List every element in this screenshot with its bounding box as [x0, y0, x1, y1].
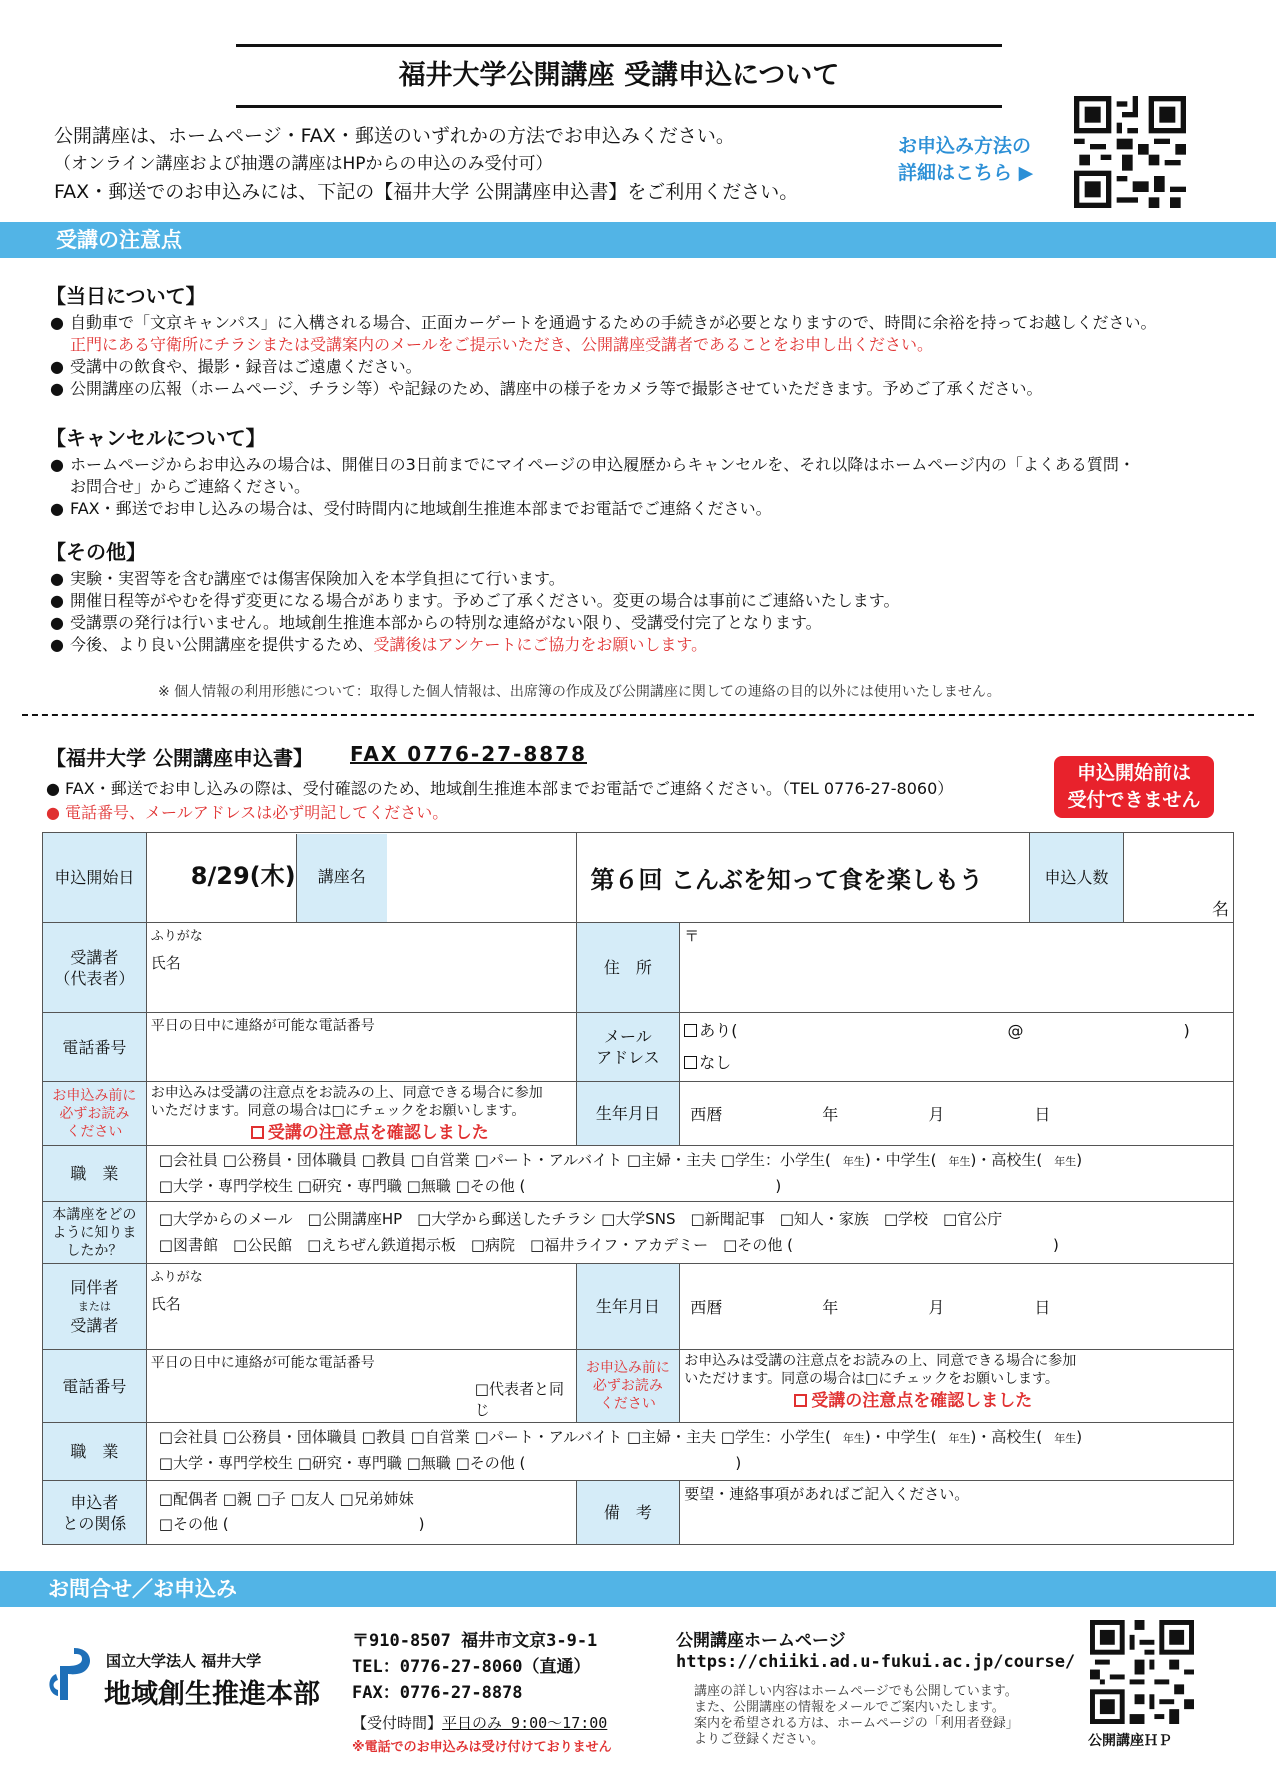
job-label: 職 業	[43, 1423, 147, 1481]
warn-line: 受付できません	[1067, 789, 1201, 811]
job-label: 職 業	[43, 1146, 147, 1202]
form-note-text: 電話番号、メールアドレスは必ず明記してください。	[65, 803, 449, 822]
cut-line	[22, 714, 1254, 716]
birth-label: 生年月日	[576, 1082, 680, 1146]
day-bullets: ● 自動車で「文京キャンパス」に入構される場合、正面カーゲートを通過するための手続きが必要となりますので、時間に余裕を持ってお越しください。 正門にある守衛所にチラシまたは受講案内のメールをご提示いただき、公開講座受講者であることをお申し出ください。 ● 受講中の飲食や、撮影・録音はご遠慮ください。 ● 公開講座の広報（ホームページ、チラシ等）や記録のため、講座中の様子をカメラ等で撮影させていただきます。予めご了承ください。	[50, 313, 1157, 398]
remark-label: 備 考	[576, 1481, 680, 1545]
month-label: 月	[928, 1105, 945, 1124]
label-line: お申込み前に	[585, 1360, 670, 1376]
year-label: 年	[822, 1298, 839, 1317]
job-options: □大学・専門学校生 □研究・専門職 □無職 □その他 (	[158, 1454, 526, 1472]
hp-desc-line: また、公開講座の情報をメールでご案内いたします。	[694, 1700, 1005, 1715]
start-value: 8/29(木)	[147, 834, 297, 922]
hp-title: 公開講座ホームページ	[676, 1631, 846, 1651]
label-line: 必ずお読み	[59, 1105, 130, 1122]
no-phone-note: ※電話でのお申込みは受け付けておりません	[352, 1740, 612, 1755]
phone-hint: 平日の日中に連絡が可能な電話番号	[150, 1018, 375, 1034]
companion-job-field[interactable]: □会社員 □公務員・団体職員 □教員 □自営業 □パート・アルバイト □主婦・主夫 □学生：小学生( 年生)・中学生( 年生)・高校生( 年生) □大学・専門学校生 □研究・専門職 □無職 □その他 ( )	[146, 1423, 1233, 1481]
label-line: メール	[604, 1027, 652, 1046]
day-heading: 【当日について】	[46, 284, 206, 308]
org-dept: 地域創生推進本部	[104, 1679, 320, 1710]
address-field[interactable]	[680, 923, 1234, 1013]
address-label: 住 所	[576, 923, 680, 1013]
label-line: 同伴者	[70, 1278, 119, 1297]
label-line: 本講座をどの	[52, 1206, 137, 1223]
count-unit: 名	[1212, 900, 1229, 920]
label-line: 申込者	[70, 1492, 119, 1512]
other-bullets: ● 実験・実習等を含む講座では傷害保険加入を本学負担にて行います。 ● 開催日程等がやむを得ず変更になる場合があります。予めご了承ください。変更の場合は事前にご連絡いたします。 ● 受講票の発行は行いません。地域創生推進本部からの特別な連絡がない限り、受講受付完了となります。 ● 今後、より良い公開講座を提供するため、受講後はアンケートにご協力をお願いします。	[50, 569, 900, 654]
contact-fax: FAX：0776-27-8878	[352, 1683, 523, 1703]
hours-label: 【受付時間】	[352, 1714, 443, 1732]
howto-line: 詳細はこちら ▶	[898, 162, 1034, 184]
cancel-bullets: ● ホームページからお申込みの場合は、開催日の3日前までにマイページの申込履歴からキャンセルを、それ以降はホームページ内の「よくある質問・ お問合せ」からご連絡ください。 ● FAX・郵送でお申し込みの場合は、受付時間内に地域創生推進本部までお電話でご連絡ください。	[50, 455, 1135, 518]
mail-no-checkbox[interactable]	[684, 1056, 697, 1069]
mail-field[interactable]	[680, 1013, 1234, 1082]
how-field[interactable]: □大学からのメール □公開講座HP □大学から郵送したチラシ □大学SNS □新聞記事 □知人・家族 □学校 □官公庁 □図書館 □公民館 □えちぜん鉄道掲示板 □病院 □福井ライフ・アカデミー □その他 ( )	[146, 1202, 1233, 1264]
phone-label: 電話番号	[43, 1013, 147, 1082]
grade-label: 年生	[842, 1155, 865, 1168]
label-line: （代表者）	[54, 968, 135, 988]
furigana-label: ふりがな	[150, 929, 203, 944]
application-form	[42, 832, 1234, 1545]
day-label: 日	[1034, 1105, 1051, 1124]
intro-line: （オンライン講座および抽選の講座はHPからの申込のみ受付可）	[54, 154, 553, 174]
org-name: 国立大学法人 福井大学	[106, 1652, 262, 1670]
bullet-red-text: 受講後はアンケートにご協力をお願いします。	[373, 635, 708, 654]
label-line: 受講者	[70, 947, 119, 967]
read-box	[146, 1082, 576, 1146]
job-options: □大学・専門学校生 □研究・専門職 □無職 □その他 (	[158, 1177, 526, 1195]
course-value: 第６回 こんぶを知って食を楽しもう	[576, 833, 1030, 923]
course-label: 講座名	[297, 834, 387, 922]
label-line: ください	[66, 1123, 123, 1140]
confirm-label: 受講の注意点を確認しました	[811, 1391, 1033, 1411]
university-logo-icon	[46, 1644, 96, 1704]
qr-code-icon	[1074, 96, 1186, 208]
intro-line: FAX・郵送でのお申込みには、下記の【福井大学 公開講座申込書】をご利用ください。	[54, 181, 799, 203]
hours	[352, 1712, 607, 1733]
form-fax: FAX 0776-27-8878	[350, 742, 587, 766]
relation-label	[43, 1481, 147, 1545]
footer-bar: お問合せ／お申込み	[0, 1571, 1276, 1607]
year-label: 年	[822, 1105, 839, 1124]
hp-desc-line: よりご登録ください。	[694, 1732, 825, 1747]
label-line: アドレス	[596, 1048, 660, 1067]
grade-label: 年生	[948, 1432, 971, 1445]
howto-link[interactable]	[898, 133, 1033, 187]
grade-label: 年生	[1054, 1432, 1077, 1445]
label-line: ください	[599, 1396, 656, 1412]
qr-code-icon	[1090, 1620, 1194, 1724]
hours-value: 平日のみ 9:00～17:00	[442, 1714, 608, 1732]
count-field[interactable]	[1124, 833, 1234, 923]
label-line: との関係	[62, 1513, 127, 1533]
page-title: 福井大学公開講座 受講申込について	[236, 44, 1002, 108]
job-field[interactable]: □会社員 □公務員・団体職員 □教員 □自営業 □パート・アルバイト □主婦・主夫 □学生：小学生( 年生)・中学生( 年生)・高校生( 年生) □大学・専門学校生 □研究・専門職 □無職 □その他 ( )	[146, 1146, 1233, 1202]
bullet-text: 受講中の飲食や、撮影・録音はご遠慮ください。	[70, 357, 422, 376]
how-options: □大学からのメール □公開講座HP □大学から郵送したチラシ □大学SNS □新聞記事 □知人・家族 □学校 □官公庁	[158, 1210, 1003, 1228]
mail-yes-label: あり(	[699, 1021, 738, 1040]
mail-close: )	[1183, 1021, 1190, 1040]
label-line: 必ずお読み	[592, 1378, 663, 1394]
mail-yes-checkbox[interactable]	[684, 1024, 697, 1037]
notes-header: 受講の注意点	[0, 222, 1276, 258]
same-rep-checkbox[interactable]: □代表者と同じ	[474, 1380, 564, 1419]
count-label: 申込人数	[1030, 833, 1124, 923]
companion-phone-field[interactable]	[146, 1350, 576, 1423]
read-box	[680, 1350, 1234, 1423]
name-label: 氏名	[150, 1295, 181, 1313]
zip-mark: 〒	[684, 927, 700, 945]
read-text: お申込みは受講の注意点をお読みの上、同意できる場合に参加	[684, 1353, 1077, 1369]
form-note-red: ● 電話番号、メールアドレスは必ず明記してください。	[46, 803, 449, 822]
job-options: )・高校生(	[970, 1151, 1043, 1169]
hp-url[interactable]: https://chiiki.ad.u-fukui.ac.jp/course/	[676, 1652, 1076, 1672]
hp-desc-line: 案内を希望される方は、ホームページの「利用者登録」	[694, 1716, 1019, 1731]
applicant-name-field[interactable]	[146, 923, 576, 1013]
furigana-label: ふりがな	[150, 1270, 203, 1285]
job-options: □会社員 □公務員・団体職員 □教員 □自営業 □パート・アルバイト □主婦・主夫 □学生：小学生(	[158, 1151, 831, 1169]
other-heading: 【その他】	[46, 540, 146, 564]
mail-at: @	[1007, 1021, 1024, 1040]
mail-no-label: なし	[699, 1053, 732, 1072]
job-options: )・中学生(	[864, 1151, 937, 1169]
era-label: 西暦	[690, 1298, 723, 1317]
warn-line: 申込開始前は	[1076, 762, 1191, 784]
confirm-checkbox[interactable]	[251, 1126, 264, 1139]
companion-name-field[interactable]	[146, 1264, 576, 1350]
phone-hint: 平日の日中に連絡が可能な電話番号	[150, 1355, 375, 1371]
contact-info	[352, 1628, 597, 1706]
companion-label	[43, 1264, 147, 1350]
form-note-text: FAX・郵送でお申し込みの際は、受付確認のため、地域創生推進本部までお電話でご連絡ください。（TEL 0776-27-8060）	[65, 779, 954, 798]
how-label	[43, 1202, 147, 1264]
qr-label: 公開講座ＨＰ	[1088, 1733, 1172, 1749]
warn-badge	[1054, 756, 1214, 818]
label-line: お申込み前に	[52, 1087, 137, 1104]
bullet-text: ホームページからお申込みの場合は、開催日の3日前までにマイページの申込履歴からキャンセルを、それ以降はホームページ内の「よくある質問・	[70, 455, 1135, 474]
bullet-text: 今後、より良い公開講座を提供するため、	[70, 635, 374, 654]
read-text: いただけます。同意の場合は□にチェックをお願いします。	[684, 1371, 1059, 1387]
relation-options: □その他 (	[158, 1515, 229, 1533]
read-confirm[interactable]	[794, 1392, 1229, 1410]
form-note: ● FAX・郵送でお申し込みの際は、受付確認のため、地域創生推進本部までお電話でご連絡ください。（TEL 0776-27-8060）	[46, 779, 954, 798]
remark-hint: 要望・連絡事項があればご記入ください。	[684, 1485, 970, 1503]
label-line: したか？	[66, 1242, 123, 1259]
start-label: 申込開始日	[43, 833, 147, 923]
contact-address: 〒910-8507 福井市文京3-9-1	[352, 1631, 598, 1651]
how-options: □図書館 □公民館 □えちぜん鉄道掲示板 □病院 □福井ライフ・アカデミー □その他 (	[158, 1236, 793, 1254]
bullet-text: お問合せ」からご連絡ください。	[70, 477, 311, 496]
hp-desc	[694, 1684, 1019, 1748]
birth-field[interactable]	[680, 1082, 1234, 1146]
applicant-label	[43, 923, 147, 1013]
read-text: お申込みは受講の注意点をお読みの上、同意できる場合に参加	[150, 1085, 543, 1101]
hp-desc-line: 講座の詳しい内容はホームページでも公開しています。	[694, 1684, 1018, 1699]
grade-label: 年生	[948, 1155, 971, 1168]
confirm-checkbox[interactable]	[794, 1394, 807, 1407]
confirm-label: 受講の注意点を確認しました	[267, 1123, 489, 1143]
remark-field[interactable]	[680, 1481, 1234, 1545]
form-title: 【福井大学 公開講座申込書】	[46, 746, 313, 770]
bullet-text: 開催日程等がやむを得ず変更になる場合があります。予めご了承ください。変更の場合は事前にご連絡いたします。	[70, 591, 900, 610]
read-label	[576, 1350, 680, 1423]
relation-field[interactable]: □配偶者 □親 □子 □友人 □兄弟姉妹 □その他 ( )	[146, 1481, 576, 1545]
name-label: 氏名	[150, 954, 181, 972]
bullet-text: 実験・実習等を含む講座では傷害保険加入を本学負担にて行います。	[70, 569, 565, 588]
birth-label: 生年月日	[576, 1264, 680, 1350]
cancel-heading: 【キャンセルについて】	[46, 426, 266, 450]
mail-label	[576, 1013, 680, 1082]
label-line: 受講者	[70, 1316, 119, 1335]
intro-text	[54, 122, 798, 206]
bullet-text: 受講票の発行は行いません。地域創生推進本部からの特別な連絡がない限り、受講受付完了となります。	[70, 613, 822, 632]
intro-line: 公開講座は、ホームページ・FAX・郵送のいずれかの方法でお申込みください。	[54, 125, 735, 147]
job-options: )・高校生(	[970, 1428, 1043, 1446]
job-options: )・中学生(	[864, 1428, 937, 1446]
bullet-text: 公開講座の広報（ホームページ、チラシ等）や記録のため、講座中の様子をカメラ等で撮影させていただきます。予めご了承ください。	[70, 379, 1043, 398]
phone-field[interactable]	[146, 1013, 576, 1082]
label-line: ように知りま	[52, 1224, 137, 1241]
era-label: 西暦	[690, 1105, 723, 1124]
bullet-text: FAX・郵送でお申し込みの場合は、受付時間内に地域創生推進本部までお電話でご連絡ください。	[70, 499, 772, 518]
bullet-red-text: 正門にある守衛所にチラシまたは受講案内のメールをご提示いただき、公開講座受講者であることをお申し出ください。	[70, 335, 934, 354]
bullet-text: 自動車で「文京キャンパス」に入構される場合、正面カーゲートを通過するための手続きが必要となりますので、時間に余裕を持ってお越しください。	[70, 313, 1157, 332]
month-label: 月	[928, 1298, 945, 1317]
phone-label: 電話番号	[43, 1350, 147, 1423]
read-text: いただけます。同意の場合は□にチェックをお願いします。	[150, 1103, 526, 1119]
label-line: または	[77, 1300, 111, 1313]
read-label	[43, 1082, 147, 1146]
job-options: □会社員 □公務員・団体職員 □教員 □自営業 □パート・アルバイト □主婦・主夫 □学生：小学生(	[158, 1428, 831, 1446]
read-confirm[interactable]	[251, 1124, 572, 1142]
grade-label: 年生	[842, 1432, 865, 1445]
companion-birth-field[interactable]	[680, 1264, 1234, 1350]
howto-line: お申込み方法の	[898, 135, 1032, 157]
privacy-note: ※ 個人情報の利用形態について：取得した個人情報は、出席簿の作成及び公開講座に関しての連絡の目的以外には使用いたしません。	[158, 684, 1001, 700]
relation-options: □配偶者 □親 □子 □友人 □兄弟姉妹	[158, 1490, 414, 1508]
day-label: 日	[1034, 1298, 1051, 1317]
contact-tel: TEL：0776-27-8060（直通）	[352, 1657, 591, 1677]
grade-label: 年生	[1054, 1155, 1077, 1168]
